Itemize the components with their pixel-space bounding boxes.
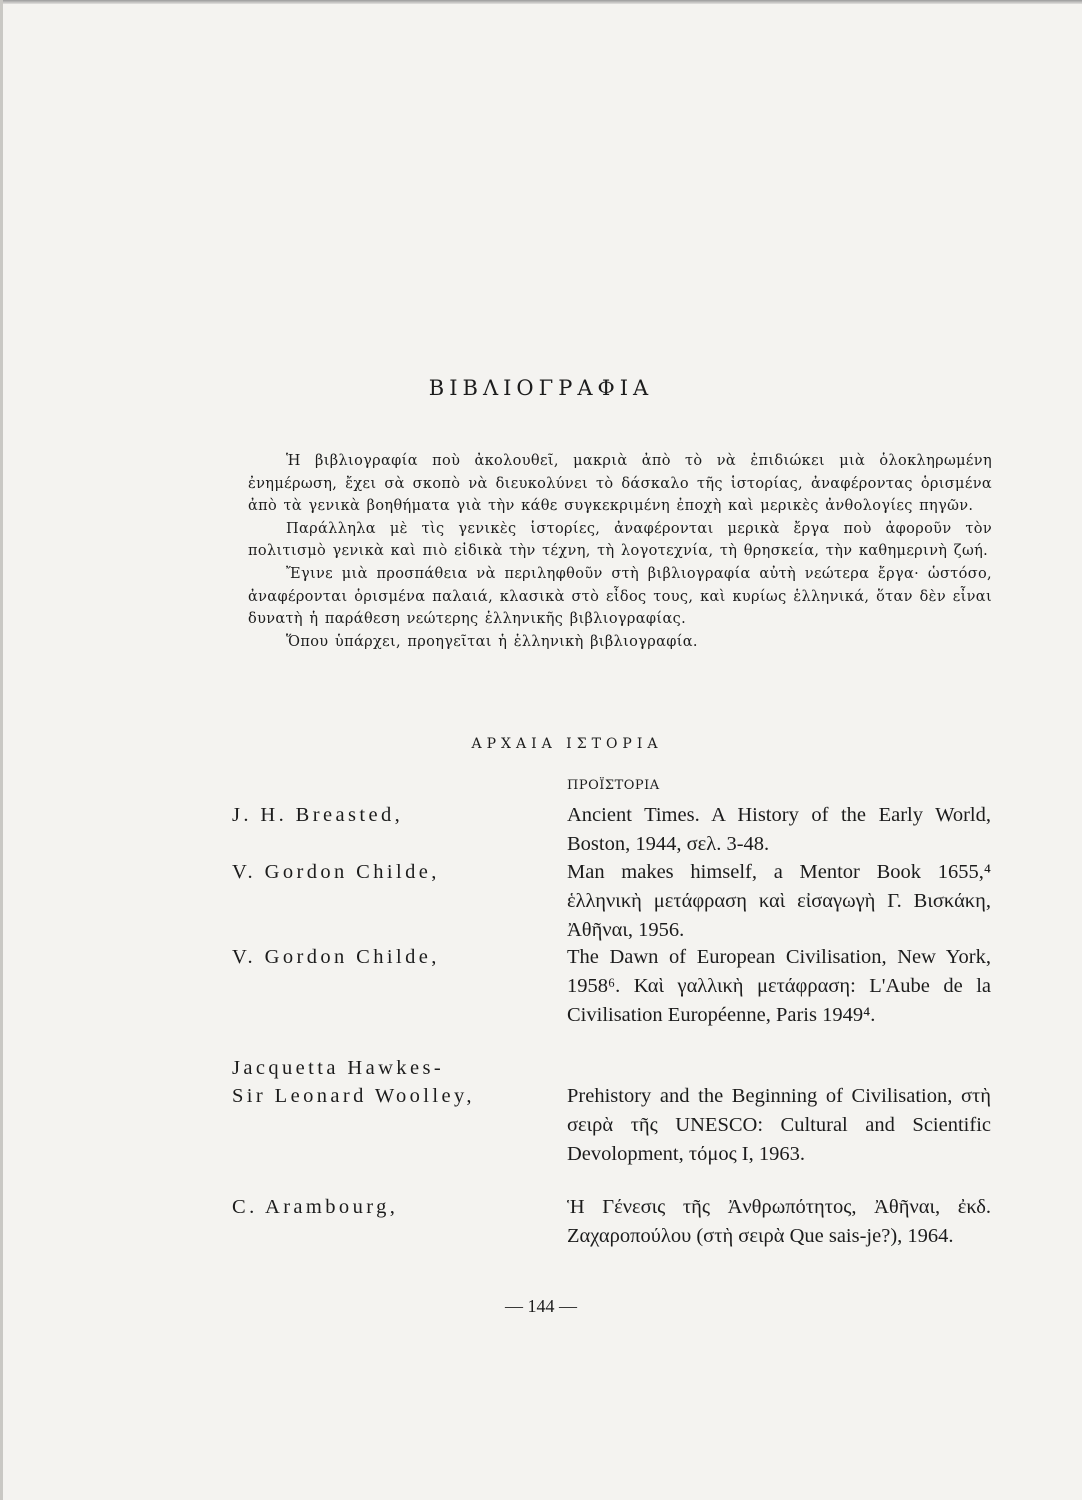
- section-title: ΑΡΧΑΙΑ ΙΣΤΟΡΙΑ: [471, 736, 663, 752]
- entry-author: J. H. Breasted,: [232, 804, 404, 826]
- page-title: ΒΙΒΛΙΟΓΡΑΦΙΑ: [428, 376, 654, 400]
- entry-reference: Prehistory and the Beginning of Civilisation, στὴ σειρὰ τῆς UNESCO: Cultural and Scientific Devolopment, τόμος I, 1963.: [567, 1085, 991, 1165]
- entry-reference: Ancient Times. A History of the Early World, Boston, 1944, σελ. 3-48.: [567, 804, 991, 855]
- subsection-title: ΠΡΟΪΣΤΟΡΙΑ: [567, 778, 660, 793]
- entry-reference: The Dawn of European Civilisation, New York, 1958⁶. Καὶ γαλλικὴ μετάφραση: L'Aube de la Civilisation Européenne, Paris 1949⁴.: [567, 946, 991, 1026]
- entry-author: V. Gordon Childe,: [232, 946, 440, 968]
- entry-author-line: Jacquetta Hawkes-: [232, 1057, 445, 1079]
- page-number: — 144 —: [505, 1296, 577, 1316]
- entry-reference: Ἡ Γένεσις τῆς Ἀνθρωπότητος, Ἀθῆναι, ἐκδ. Ζαχαροπούλου (στὴ σειρὰ Que sais-je?), 1964.: [567, 1196, 991, 1247]
- intro-paragraph: Παράλληλα μὲ τὶς γενικὲς ἱστορίες, ἀναφέρονται μερικὰ ἔργα ποὺ ἀφοροῦν τὸν πολιτισμὸ γενικὰ καὶ πιὸ εἰδικὰ τὴν τέχνη, τὴ λογοτεχνία, τὴ θρησκεία, τὴν καθημερινὴ ζωή.: [248, 520, 992, 560]
- entry-author: Sir Leonard Woolley,: [232, 1085, 475, 1107]
- intro-paragraph: Ἡ βιβλιογραφία ποὺ ἀκολουθεῖ, μακριὰ ἀπὸ τὸ νὰ ἐπιδιώκει μιὰ ὁλοκληρωμένη ἐνημέρωση, ἔχει σὰ σκοπὸ νὰ διευκολύνει τὸ δάσκαλο τῆς ἱστορίας, ἀναφέροντας ὁρισμένα ἀπὸ τὰ γενικὰ βοηθήματα γιὰ τὴν κάθε συγκεκριμένη ἐποχὴ καὶ μερικὲς ἀνθολογίες πηγῶν.: [248, 453, 992, 515]
- intro-text: [248, 450, 992, 653]
- entry-reference: Man makes himself, a Mentor Book 1655,⁴ ἑλληνικὴ μετάφραση καὶ εἰσαγωγὴ Γ. Βισκάκη, Ἀθῆναι, 1956.: [567, 861, 991, 941]
- entry-author: V. Gordon Childe,: [232, 861, 440, 883]
- entry-author: C. Arambourg,: [232, 1196, 399, 1218]
- intro-paragraph: Ἔγινε μιὰ προσπάθεια νὰ περιληφθοῦν στὴ βιβλιογραφία αὐτὴ νεώτερα ἔργα· ὡστόσο, ἀναφέρονται ὁρισμένα παλαιά, κλασικὰ στὸ εἶδος τους, καὶ κυρίως ἑλληνικά, ὅταν δὲν εἶναι δυνατὴ ἡ παράθεση νεώτερης ἑλληνικῆς βιβλιογραφίας.: [248, 565, 992, 628]
- page-top-edge: [0, 0, 1082, 4]
- intro-paragraph: Ὅπου ὑπάρχει, προηγεῖται ἡ ἑλληνικὴ βιβλιογραφία.: [286, 633, 698, 650]
